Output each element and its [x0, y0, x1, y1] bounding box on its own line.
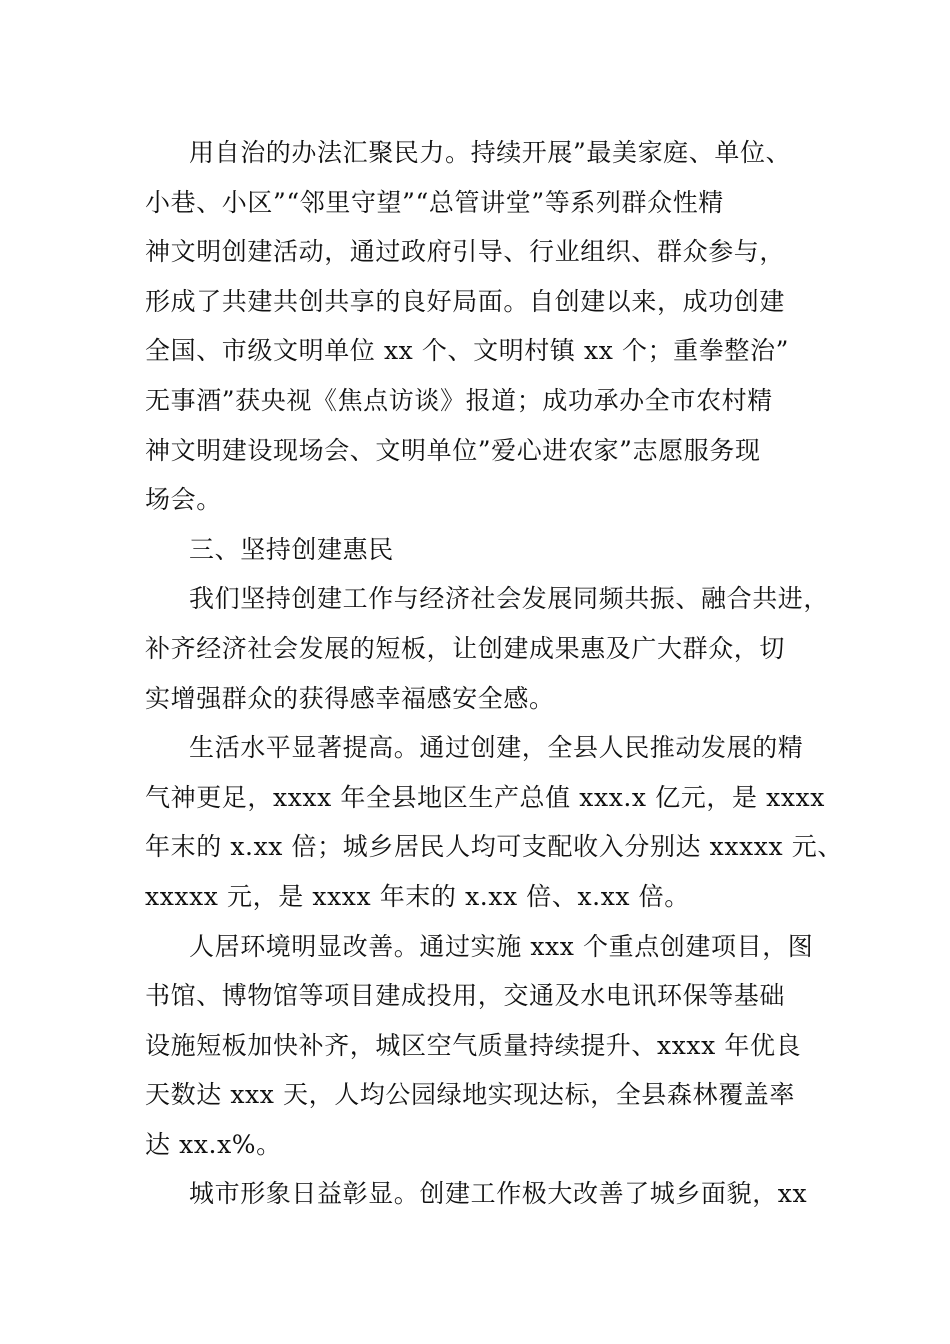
- text-line: 天数达 xxx 天，人均公园绿地实现达标，全县森林覆盖率: [145, 1080, 795, 1110]
- text-line: 小巷、小区”“邻里守望”“总管讲堂”等系列群众性精: [145, 187, 724, 217]
- text-line: 我们坚持创建工作与经济社会发展同频共振、融合共进，: [189, 584, 830, 614]
- section-heading: 三、坚持创建惠民: [189, 534, 394, 564]
- document-body: [145, 128, 843, 1219]
- text-line: 生活水平显著提高。通过创建，全县人民推动发展的精: [189, 733, 804, 763]
- text-line: 书馆、博物馆等项目建成投用，交通及水电讯环保等基础: [145, 981, 786, 1011]
- text-line: 用自治的办法汇聚民力。持续开展”最美家庭、单位、: [189, 138, 792, 167]
- text-line: 设施短板加快补齐，城区空气质量持续提升、xxxx 年优良: [145, 1030, 802, 1060]
- text-line: 全国、市级文明单位 xx 个、文明村镇 xx 个；重拳整治”: [145, 336, 789, 366]
- text-line: 人居环境明显改善。通过实施 xxx 个重点创建项目，图: [189, 931, 814, 961]
- text-line: 形成了共建共创共享的良好局面。自创建以来，成功创建: [145, 286, 786, 316]
- text-line: 年末的 x.xx 倍；城乡居民人均可支配收入分别达 xxxxx 元、: [145, 832, 843, 862]
- text-line: 无事酒”获央视《焦点访谈》报道；成功承办全市农村精: [145, 385, 773, 415]
- text-line: 神文明创建活动，通过政府引导、行业组织、群众参与，: [145, 237, 786, 267]
- text-line: 达 xx.x%。: [145, 1129, 282, 1159]
- text-line: 神文明建设现场会、文明单位”爱心进农家”志愿服务现: [145, 435, 761, 465]
- text-line: 气神更足，xxxx 年全县地区生产总值 xxx.x 亿元，是 xxxx: [145, 782, 825, 812]
- text-line: 场会。: [145, 485, 222, 515]
- text-line: 实增强群众的获得感幸福感安全感。: [145, 683, 555, 713]
- text-line: 补齐经济社会发展的短板，让创建成果惠及广大群众，切: [145, 633, 786, 663]
- text-line: xxxxx 元，是 xxxx 年末的 x.xx 倍、x.xx 倍。: [145, 881, 690, 911]
- text-line: 城市形象日益彰显。创建工作极大改善了城乡面貌，xx: [189, 1179, 808, 1209]
